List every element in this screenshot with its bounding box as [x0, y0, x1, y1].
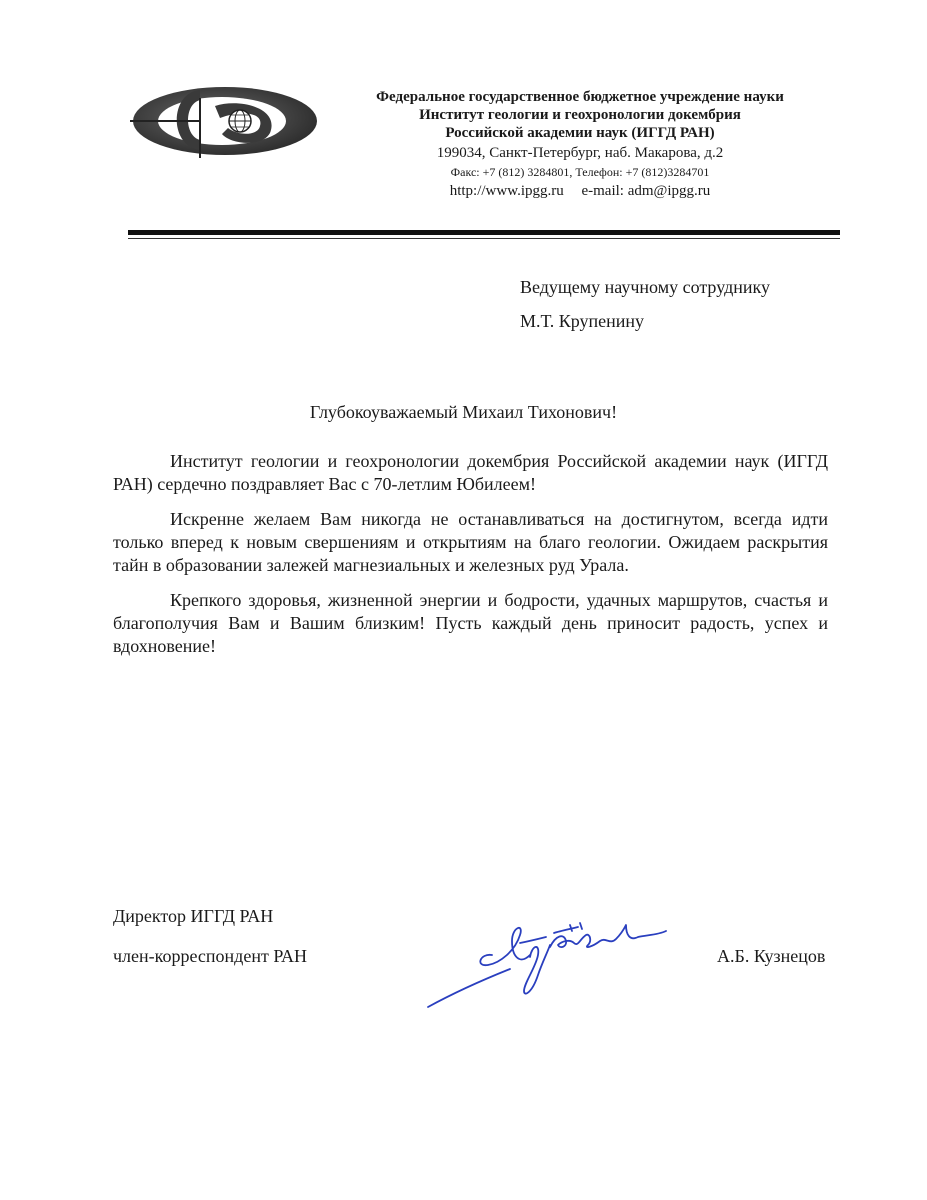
addressee-name: М.Т. Крупенину: [520, 311, 644, 331]
header-divider-thin: [128, 238, 840, 239]
org-contacts: Факс: +7 (812) 3284801, Телефон: +7 (812)3284701: [450, 165, 710, 179]
org-address: 199034, Санкт-Петербург, наб. Макарова, д.2: [436, 145, 724, 161]
org-name-line3: Российской академии наук (ИГГД РАН): [445, 125, 715, 141]
body-paragraph: Институт геологии и геохронологии докембрия Российской академии наук (ИГГД РАН) сердечно поздравляет Вас с 70-летлим Юбилеем!: [113, 451, 828, 494]
org-web-line: [320, 182, 840, 200]
org-website-link: http://www.ipgg.ru: [449, 183, 564, 199]
signer-name: А.Б. Кузнецов: [717, 946, 826, 966]
body-paragraph: Искренне желаем Вам никогда не останавливаться на достигнутом, всегда идти только вперед к новым свершениям и открытиям на благо геологии. Ожидаем раскрытия тайн в образовании залежей магнезиальных и железных руд Урала.: [113, 509, 828, 575]
salutation: Глубокоуважаемый Михаил Тихонович!: [309, 402, 618, 422]
org-email-link: e-mail: adm@ipgg.ru: [581, 183, 711, 199]
signer-title: Директор ИГГД РАН: [113, 906, 274, 926]
org-name-line1: Федеральное государственное бюджетное учреждение науки: [376, 89, 784, 105]
org-name-line2: Институт геологии и геохронологии докембрия: [419, 107, 741, 123]
letterhead-organization: [320, 88, 840, 200]
header-divider-thick: [128, 230, 840, 235]
institute-logo-icon: [130, 78, 320, 168]
addressee-block: [520, 270, 770, 338]
addressee-position: Ведущему научному сотруднику: [520, 277, 770, 297]
signer-rank: член-корреспондент РАН: [113, 946, 308, 966]
handwritten-signature: [420, 905, 690, 1015]
body-paragraph: Крепкого здоровья, жизненной энергии и бодрости, удачных маршрутов, счастья и благополучия Вам и Вашим близким! Пусть каждый день приносит радость, успех и вдохновение!: [113, 590, 828, 656]
letter-body: [113, 450, 828, 670]
